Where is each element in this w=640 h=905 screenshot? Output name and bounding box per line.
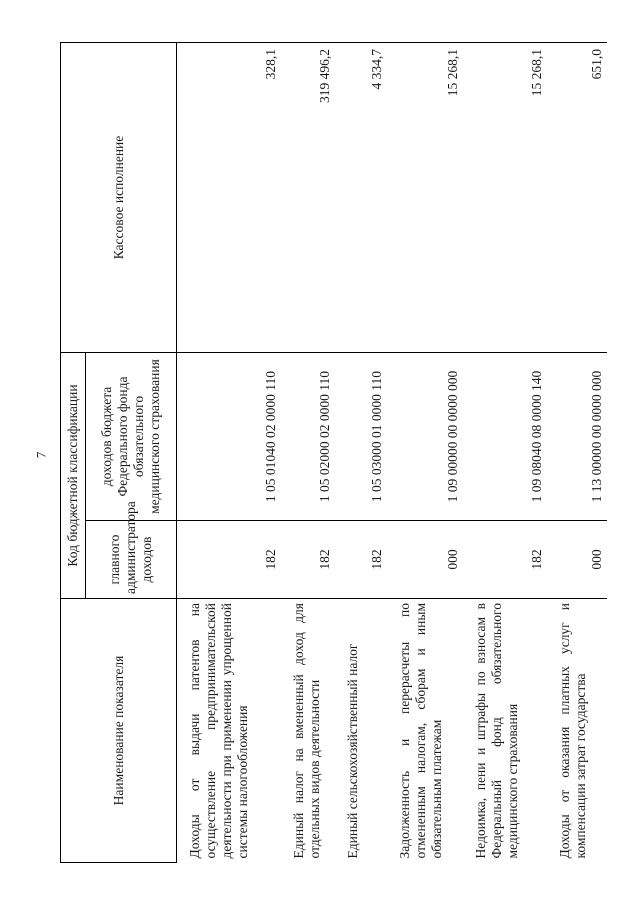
row-amount: 319 496,2 bbox=[281, 43, 335, 353]
row-amount: 15 268,1 bbox=[387, 43, 463, 353]
revenue-table bbox=[60, 42, 607, 863]
row-admin-code: 182 bbox=[463, 521, 547, 599]
row-amount: 328,1 bbox=[177, 43, 281, 353]
header-indicator-name: Наименование показателя bbox=[61, 599, 177, 863]
row-name: Доходы от оказания платных услуг и компенсации затрат государства bbox=[547, 599, 607, 863]
header-budget-code: Код бюджетной классификации bbox=[61, 353, 86, 599]
header-chief-administrator: главного администратора доходов bbox=[86, 521, 177, 599]
row-name: Задолженность и перерасчеты по отмененным налогам, сборам и иным обязательным платежам bbox=[387, 599, 463, 863]
row-admin-code: 182 bbox=[177, 521, 281, 599]
row-admin-code: 000 bbox=[387, 521, 463, 599]
row-budget-code: 1 09 08040 08 0000 140 bbox=[463, 353, 547, 521]
table-row bbox=[281, 43, 335, 863]
page-number: 7 bbox=[33, 451, 49, 459]
row-amount: 4 334,7 bbox=[335, 43, 387, 353]
row-budget-code: 1 13 00000 00 0000 000 bbox=[547, 353, 607, 521]
table-row bbox=[547, 43, 607, 863]
header-cash-execution: Кассовое исполнение bbox=[61, 43, 177, 353]
table-row bbox=[335, 43, 387, 863]
header-revenue-code: доходов бюджета Федерального фонда обязательного медицинского страхования bbox=[86, 353, 177, 521]
row-admin-code: 182 bbox=[335, 521, 387, 599]
row-budget-code: 1 09 00000 00 0000 000 bbox=[387, 353, 463, 521]
row-budget-code: 1 05 01040 02 0000 110 bbox=[177, 353, 281, 521]
row-name: Доходы от выдачи патентов на осуществление предпринимательской деятельности при применении упрощенной системы налогообложения bbox=[177, 599, 281, 863]
row-budget-code: 1 05 02000 02 0000 110 bbox=[281, 353, 335, 521]
row-name: Недоимка, пени и штрафы по взносам в Федеральный фонд обязательного медицинского страхования bbox=[463, 599, 547, 863]
revenue-table-page bbox=[60, 43, 604, 863]
table-row bbox=[387, 43, 463, 863]
row-amount: 15 268,1 bbox=[463, 43, 547, 353]
row-admin-code: 000 bbox=[547, 521, 607, 599]
table-row bbox=[177, 43, 281, 863]
row-budget-code: 1 05 03000 01 0000 110 bbox=[335, 353, 387, 521]
row-name: Единый сельскохозяйственный налог bbox=[335, 599, 387, 863]
row-name: Единый налог на вмененный доход для отдельных видов деятельности bbox=[281, 599, 335, 863]
table-row bbox=[463, 43, 547, 863]
row-admin-code: 182 bbox=[281, 521, 335, 599]
row-amount: 651,0 bbox=[547, 43, 607, 353]
